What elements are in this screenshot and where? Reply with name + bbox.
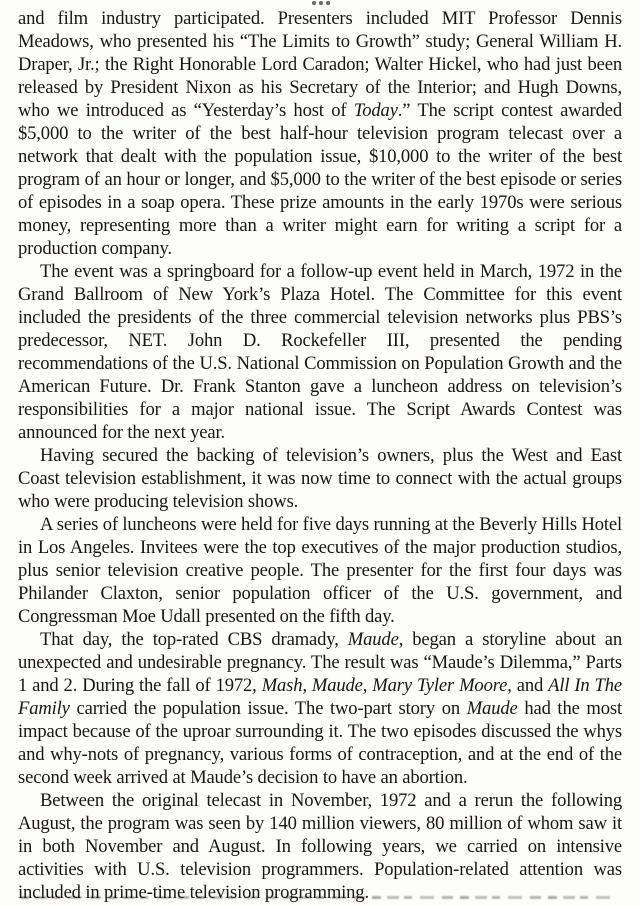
text-run: .” The script contest awarded $5,000 to the writer of the best half-hour television program telecast over a network that dealt with the population issue, $10,000 to the writer of the best program of an hour or longer, and $5,000 to the writer of the best episode or series of episodes in a soap opera. These prize amounts in the early 1970s were serious money, representing more than a writer might earn for writing a script for a production company. <box>18 100 622 259</box>
paragraph <box>18 513 622 628</box>
text-run: Having secured the backing of television’s owners, plus the West and East Coast television establishment, it was now time to connect with the actual groups who were producing television shows. <box>18 445 622 512</box>
text-run: The event was a springboard for a follow-up event held in March, 1972 in the Grand Ballroom of New York’s Plaza Hotel. The Committee for this event included the presidents of the three commercial television networks plus PBS’s predecessor, NET. John D. Rockefeller III, presented the pending recommendations of the U.S. National Commission on Population Growth and the American Future. Dr. Frank Stanton gave a luncheon address on television’s responsibilities for a major national issue. The Script Awards Contest was announced for the next year. <box>18 261 622 443</box>
italic-text-run: All In The Family <box>18 675 622 719</box>
italic-text-run: Maude <box>466 698 518 719</box>
text-run: and <box>511 675 549 696</box>
text-run: That day, the top-rated CBS dramady, <box>40 629 348 650</box>
text-run: and film industry participated. Presenters included MIT Professor Dennis Meadows, who presented his “The Limits to Growth” study; General William H. Draper, Jr.; the Right Honorable Lord Caradon; Walter Hickel, who had just been released by President Nixon as his Secretary of the Interior; and Hugh Downs, who we introduced as “Yesterday’s host of <box>18 8 622 121</box>
bottom-cutoff-line <box>20 896 618 901</box>
paragraph <box>18 789 622 904</box>
text-run: carried the population issue. The two-part story on <box>69 698 467 719</box>
text-run: Between the original telecast in November, 1972 and a rerun the following August, the program was seen by 140 million viewers, 80 million of whom saw it in both November and August. In following years, we carried on intensive activities with U.S. television programmers. Population-related attention was included in prime-time television programming. <box>18 790 622 903</box>
text-run: had the most impact because of the uproar surrounding it. The two episodes discussed the whys and why-nots of pregnancy, various forms of contraception, and at the end of the second week arrived at Maude’s decision to have an abortion. <box>18 698 622 788</box>
three-dots-marker-icon <box>312 1 330 5</box>
text-run: , began a storyline about an unexpected and undesirable pregnancy. The result was “Maude’s Dilemma,” Parts 1 and 2. During the fall of 1972, <box>18 629 622 696</box>
page-text <box>18 7 622 904</box>
paragraph <box>18 628 622 789</box>
text-run: A series of luncheons were held for five days running at the Beverly Hills Hotel in Los Angeles. Invitees were the top executives of the major production studios, plus senior television creative people. The presenter for the first four days was Philander Claxton, senior population officer of the U.S. government, and Congressman Moe Udall presented on the fifth day. <box>18 514 622 627</box>
italic-text-run: Maude <box>347 629 399 650</box>
paragraph <box>18 444 622 513</box>
italic-text-run: Today <box>353 100 398 121</box>
paragraph <box>18 260 622 444</box>
italic-text-run: Mash, Maude, Mary Tyler Moore, <box>261 675 512 696</box>
paragraph <box>18 7 622 260</box>
